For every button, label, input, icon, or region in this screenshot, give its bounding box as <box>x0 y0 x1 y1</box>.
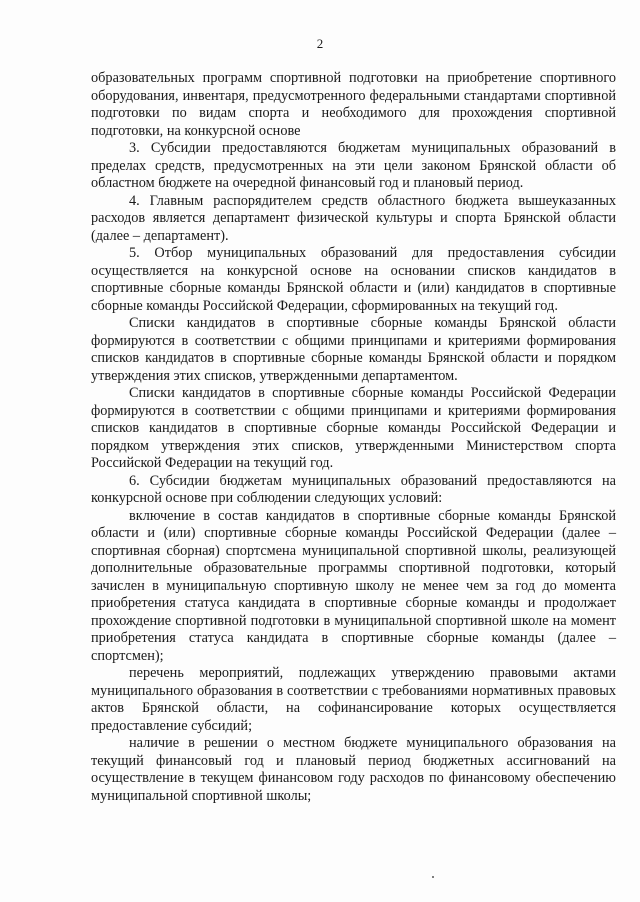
page-number: 2 <box>316 36 324 51</box>
paragraph-regional-lists: Списки кандидатов в спортивные сборные команды Брянской области формируются в соответствии с общими принципами и критериями формирования списков кандидатов в спортивные сборные команды Брянской области и порядком утверждения этих списков, утвержденными департаментом. <box>91 315 616 384</box>
paragraph-item-3: 3. Субсидии предоставляются бюджетам муниципальных образований в пределах средств, предусмотренных на эти цели законом Брянской области об областном бюджете на очередной финансовый год и плановый период. <box>91 140 616 191</box>
scan-speck <box>432 876 434 878</box>
paragraph-continuation: образовательных программ спортивной подготовки на приобретение спортивного оборудования, инвентаря, предусмотренного федеральными стандартами спортивной подготовки по видам спорта и необходимого для прохождения спортивной подготовки, на конкурсной основе <box>91 70 616 139</box>
paragraph-item-4: 4. Главным распорядителем средств областного бюджета вышеуказанных расходов является департамент физической культуры и спорта Брянской области (далее – департамент). <box>91 192 616 244</box>
condition-athlete-inclusion: включение в состав кандидатов в спортивные сборные команды Брянской области и (или) спортивные сборные команды Российской Федерации (далее – спортивная сборная) спортсмена муниципальной спортивной школы, реализующей дополнительные образовательные программы спортивной подготовки, который зачислен в муниципальную спортивную школу не менее чем за год до момента приобретения статуса кандидата в спортивные сборные команды и продолжает прохождение спортивной подготовки в муниципальной спортивной школе на момент приобретения статуса кандидата в спортивные сборные команды (далее – спортсмен); <box>91 507 616 664</box>
paragraph-federal-lists: Списки кандидатов в спортивные сборные команды Российской Федерации формируются в соответствии с общими принципами и критериями формирования списков кандидатов в спортивные сборные команды Российской Федерации и порядком утверждения этих списков, утвержденными Министерством спорта Российской Федерации на текущий год. <box>91 385 616 471</box>
condition-measures-list: перечень мероприятий, подлежащих утверждению правовыми актами муниципального образования в соответствии с требованиями нормативных правовых актов Брянской области, на софинансирование которых осуществляется предоставление субсидий; <box>91 665 616 734</box>
paragraph-item-6: 6. Субсидии бюджетам муниципальных образований предоставляются на конкурсной основе при соблюдении следующих условий: <box>91 472 616 506</box>
body-text <box>91 70 616 805</box>
paragraph-item-5: 5. Отбор муниципальных образований для предоставления субсидии осуществляется на конкурсной основе на основании списков кандидатов в спортивные сборные команды Брянской области и (или) кандидатов в спортивные сборные команды Российской Федерации, сформированных на текущий год. <box>91 245 616 314</box>
condition-local-budget: наличие в решении о местном бюджете муниципального образования на текущий финансовый год и плановый период бюджетных ассигнований на осуществление в текущем финансовом году расходов по финансовому обеспечению муниципальной спортивной школы; <box>91 735 616 804</box>
